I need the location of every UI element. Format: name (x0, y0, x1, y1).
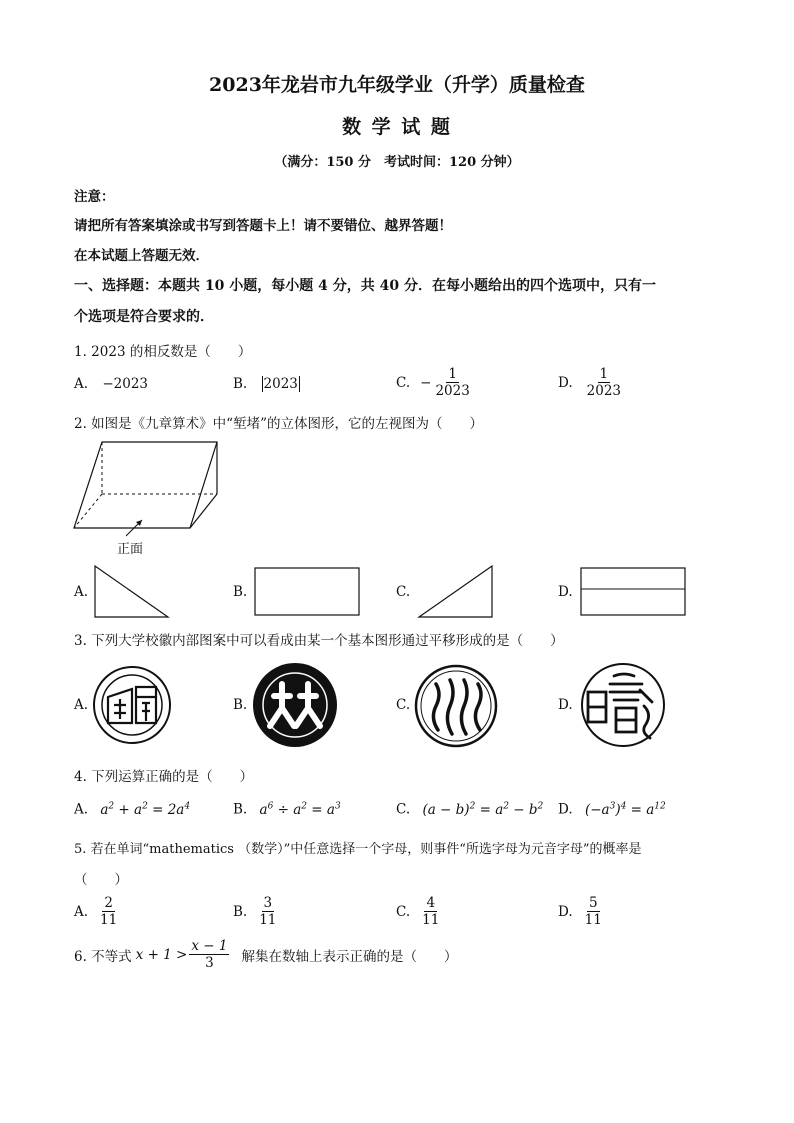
denominator: 2023 (435, 383, 470, 399)
q4-option-a (74, 801, 190, 818)
option-label: D. (558, 374, 573, 391)
numerator: 1 (599, 366, 609, 382)
q1-stem: 1. 2023 的相反数是（ ） (74, 344, 252, 360)
q6-stem (74, 938, 457, 971)
option-label: C. (396, 801, 411, 818)
q6-lhs: x + 1 > (135, 946, 188, 963)
q4-a-expression (100, 802, 190, 818)
notice-line-1: 请把所有答案填涂或书写到答题卡上！请不要错位、越界答题！ (74, 218, 452, 234)
q5-option-a (74, 895, 121, 928)
exponent: 2 (108, 801, 115, 811)
page-title: 2023年龙岩市九年级学业（升学）质量检查 (209, 74, 585, 96)
term: (−a (584, 801, 610, 818)
term: a (100, 801, 109, 818)
q6-fraction (189, 938, 229, 971)
exponent: 2 (503, 801, 509, 811)
q2-option-b-shape (254, 567, 360, 617)
option-label: C. (396, 903, 411, 920)
q1-option-d (558, 366, 625, 399)
exponent: 2 (469, 801, 476, 811)
q2-stem: 2. 如图是《九章算术》中“堑堵”的立体图形，它的左视图为（ ） (74, 416, 483, 432)
q5-option-b (233, 895, 280, 928)
q3-option-b-emblem (252, 662, 338, 748)
exponent: 4 (184, 801, 191, 811)
option-label: D. (558, 903, 573, 920)
q3-option-a-label: A. (74, 697, 89, 713)
exponent: 2 (301, 801, 307, 811)
denominator: 2023 (586, 383, 621, 399)
exponent: 3 (609, 801, 616, 811)
option-label: B. (233, 903, 248, 920)
exponent: 2 (537, 801, 544, 811)
q6-stem-pre: 6. 不等式 (74, 948, 132, 965)
notice-label: 注意： (74, 189, 115, 205)
denominator: 11 (100, 912, 118, 928)
denominator: 11 (422, 912, 440, 928)
q5-stem: 5. 若在单词“mathematics （数学）”中任意选择一个字母，则事件“所选字母为元音字母”的概率是 (74, 842, 642, 857)
exponent: 2 (142, 801, 148, 811)
term: = a (626, 801, 655, 818)
q3-option-c-emblem (414, 664, 498, 748)
q5-d-fraction (583, 895, 604, 928)
exponent: 4 (620, 801, 627, 811)
option-label: A. (74, 903, 89, 920)
q4-option-d (558, 801, 666, 818)
numerator: 3 (263, 895, 273, 911)
denominator: 11 (584, 912, 602, 928)
exponent: 3 (334, 801, 341, 811)
prism-figure (70, 438, 230, 538)
q2-option-a-label: A. (74, 584, 89, 600)
q4-option-b (233, 801, 341, 818)
term: − b (508, 801, 538, 818)
term: = 2a (147, 801, 185, 818)
term: ) (615, 801, 621, 818)
q4-stem: 4. 下列运算正确的是（ ） (74, 769, 254, 785)
denominator: 3 (205, 955, 214, 971)
q5-c-fraction (420, 895, 441, 928)
front-label: 正面 (117, 542, 144, 557)
q5-option-d (558, 895, 606, 928)
q2-option-a-shape (94, 565, 170, 619)
section-heading-line-2: 个选项是符合要求的． (74, 309, 214, 325)
option-label: B. (233, 801, 248, 818)
term: = a (475, 801, 504, 818)
page-subtitle: 数 学 试 题 (342, 116, 452, 138)
option-label: A. (74, 801, 89, 818)
option-label: B. (233, 376, 248, 392)
numerator: 1 (448, 366, 457, 382)
q1-a-value: −2023 (102, 376, 149, 392)
term: + a (114, 801, 143, 818)
term: a (259, 801, 268, 818)
term: = a (307, 801, 335, 818)
q5-a-fraction (98, 895, 119, 928)
denominator: 11 (259, 912, 277, 928)
q2-option-c-shape (418, 565, 494, 619)
q2-option-d-label: D. (558, 584, 573, 600)
q1-c-sign: − (420, 374, 432, 391)
q1-option-b (233, 376, 300, 392)
q4-b-expression (260, 802, 341, 818)
term: (a − b) (422, 801, 470, 818)
option-label: C. (396, 374, 411, 391)
exponent: 12 (654, 801, 666, 811)
exam-info: （满分：150 分 考试时间：120 分钟） (274, 155, 520, 170)
option-label: A. (74, 376, 89, 392)
option-label: D. (558, 801, 573, 818)
q3-option-b-label: B. (233, 697, 248, 713)
q5-option-c (396, 895, 443, 928)
section-heading-line-1: 一、选择题：本题共 10 小题，每小题 4 分，共 40 分．在每小题给出的四个选项中，只有一 (74, 278, 656, 294)
q4-d-expression (585, 802, 666, 818)
q3-stem: 3. 下列大学校徽内部图案中可以看成由某一个基本图形通过平移形成的是（ ） (74, 633, 564, 649)
notice-line-2: 在本试题上答题无效． (74, 248, 209, 264)
q4-c-expression (422, 802, 543, 818)
q5-stem-end: （ ） (74, 872, 128, 888)
term: ÷ a (273, 801, 302, 818)
q3-option-d-emblem (580, 662, 666, 748)
q2-option-c-label: C. (396, 584, 411, 600)
q1-c-fraction (433, 366, 471, 399)
numerator: x − 1 (191, 938, 228, 954)
q2-option-d-shape (580, 567, 686, 617)
q1-option-a (74, 376, 148, 392)
q2-option-b-label: B. (233, 584, 248, 600)
q1-option-c (396, 366, 474, 399)
numerator: 4 (426, 895, 436, 911)
q1-b-value: 2023 (263, 376, 298, 392)
exponent: 6 (267, 801, 274, 811)
q5-b-fraction (257, 895, 278, 928)
numerator: 2 (104, 895, 113, 911)
q3-option-c-label: C. (396, 697, 411, 713)
q6-stem-post: 解集在数轴上表示正确的是（ ） (241, 948, 458, 965)
numerator: 5 (588, 895, 598, 911)
q3-option-d-label: D. (558, 697, 573, 713)
q1-d-fraction (585, 366, 623, 399)
q3-option-a-emblem (92, 665, 172, 745)
q4-option-c (396, 801, 543, 818)
